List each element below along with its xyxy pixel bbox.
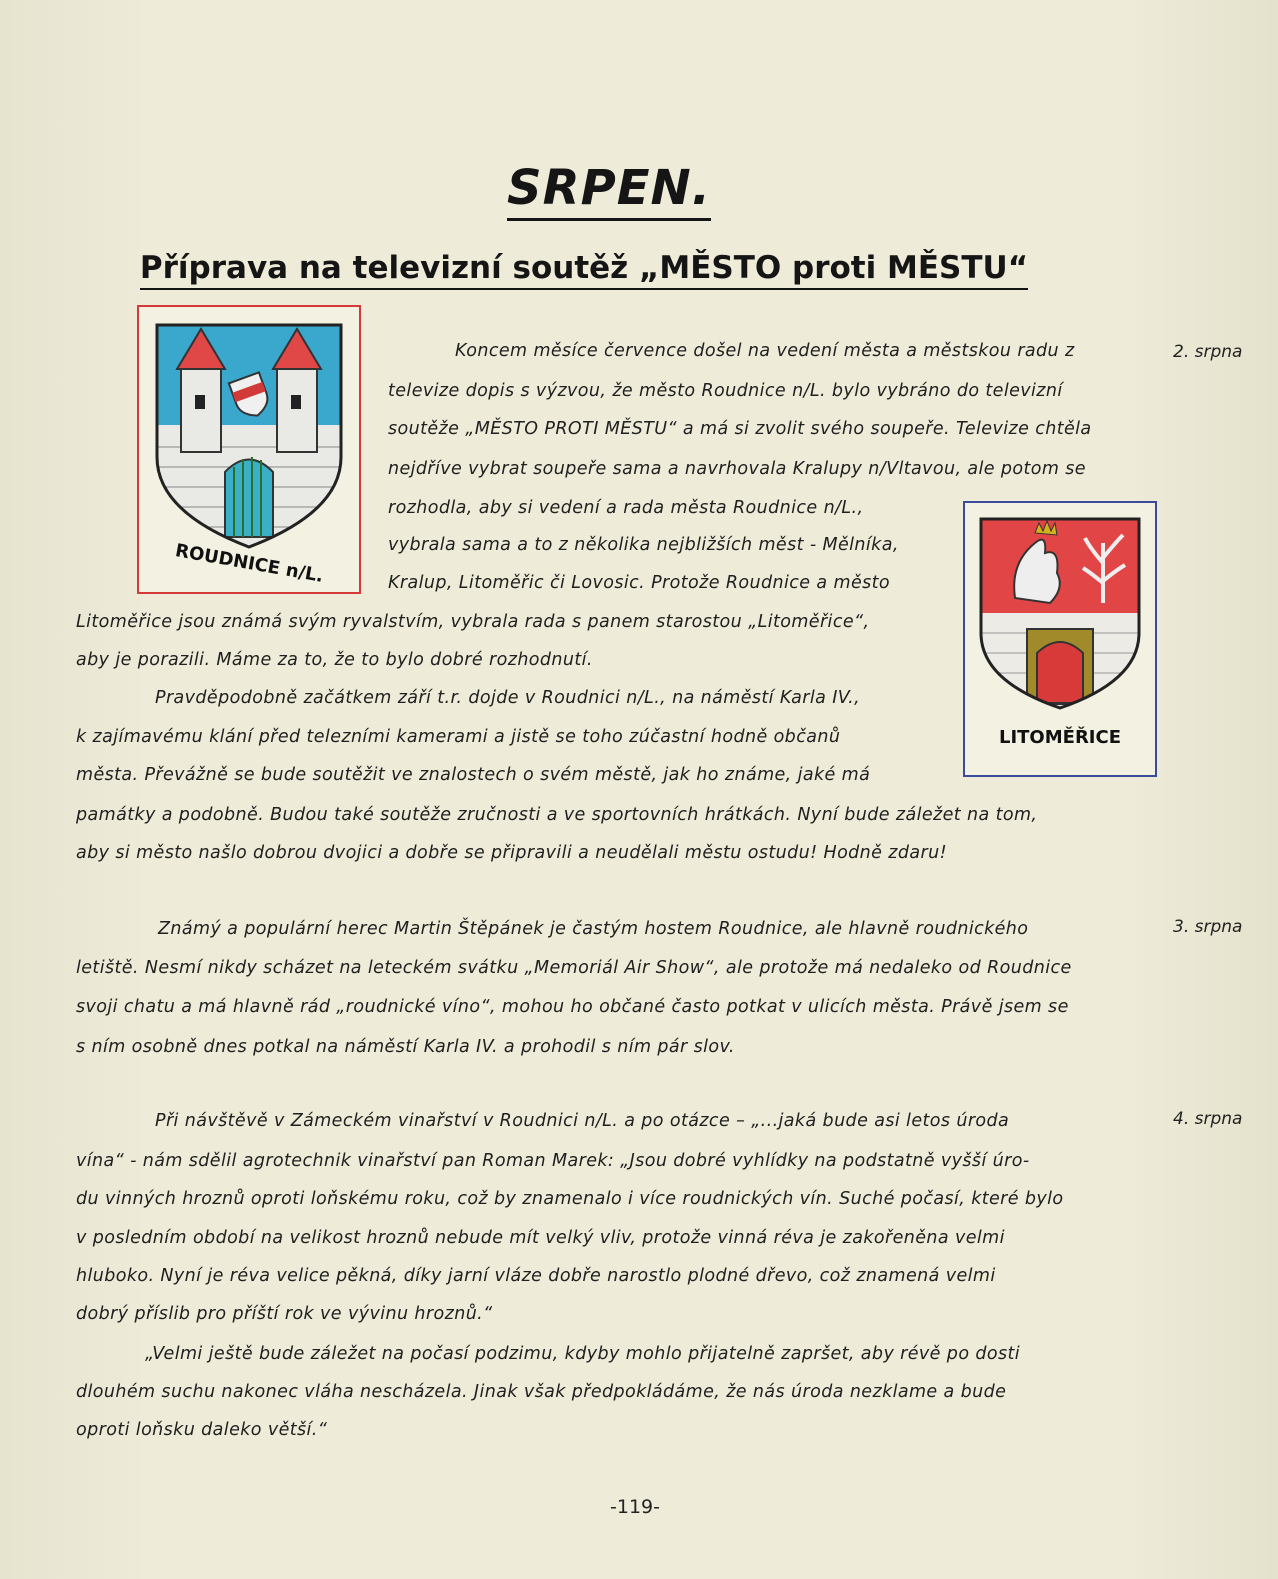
text-line: nejdříve vybrat soupeře sama a navrhovala Kralupy n/Vltavou, ale potom se [388, 459, 1086, 479]
roudnice-crest-label: ROUDNICE n/L. [173, 540, 325, 587]
page-heading: Příprava na televizní soutěž „MĚSTO proti MĚSTU“ [0, 250, 1168, 286]
text-line: Při návštěvě v Zámeckém vinařství v Roudnici n/L. a po otázce – „...jaká bude asi letos úroda [155, 1111, 1010, 1131]
month-title: SRPEN. [0, 160, 1218, 216]
margin-date: 4. srpna [1173, 1109, 1243, 1129]
margin-date: 2. srpna [1173, 342, 1243, 362]
text-line: Litoměřice jsou známá svým ryvalstvím, vybrala rada s panem starostou „Litoměřice“, [76, 612, 870, 632]
text-line: „Velmi ještě bude záležet na počasí podzimu, kdyby mohlo přijatelně zapršet, aby révě po dosti [145, 1344, 1021, 1364]
text-line: svoji chatu a má hlavně rád „roudnické víno“, mohou ho občané často potkat v ulicích města. Právě jsem se [76, 997, 1069, 1017]
text-line: vína“ - nám sdělil agrotechnik vinařství pan Roman Marek: „Jsou dobré vyhlídky na podstatně vyšší úro- [76, 1151, 1030, 1171]
text-line: k zajímavému klání před telezními kamerami a jistě se toho zúčastní hodně občanů [76, 727, 841, 747]
margin-date: 3. srpna [1173, 917, 1243, 937]
page-number: -119- [610, 1496, 660, 1518]
text-line: Koncem měsíce července došel na vedení města a městskou radu z [455, 341, 1075, 361]
text-line: aby si město našlo dobrou dvojici a dobře se připravili a neudělali městu ostudu! Hodně zdaru! [76, 843, 948, 863]
text-line: vybrala sama a to z několika nejbližších měst - Mělníka, [388, 535, 899, 555]
text-line: soutěže „MĚSTO PROTI MĚSTU“ a má si zvolit svého soupeře. Televize chtěla [388, 419, 1092, 439]
text-line: aby je porazili. Máme za to, že to bylo dobré rozhodnutí. [76, 650, 593, 670]
litomerice-coat-of-arms [963, 501, 1157, 777]
litomerice-crest-icon [965, 503, 1155, 775]
roudnice-coat-of-arms [137, 305, 361, 594]
text-line: dobrý příslib pro příští rok ve vývinu hroznů.“ [76, 1304, 493, 1324]
text-line: dlouhém suchu nakonec vláha nescházela. Jinak však předpokládáme, že nás úroda nezklame a bude [76, 1382, 1007, 1402]
text-line: oproti loňsku daleko větší.“ [76, 1420, 328, 1440]
litomerice-crest-label: LITOMĚŘICE [998, 727, 1122, 748]
text-line: města. Převážně se bude soutěžit ve znalostech o svém městě, jak ho známe, jaké má [76, 765, 871, 785]
text-line: Známý a populární herec Martin Štěpánek je častým hostem Roudnice, ale hlavně roudnického [158, 919, 1029, 939]
text-line: v posledním období na velikost hroznů nebude mít velký vliv, protože vinná réva je zakořeněna velmi [76, 1228, 1005, 1248]
text-line: letiště. Nesmí nikdy scházet na leteckém svátku „Memoriál Air Show“, ale protože má nedaleko od Roudnice [76, 958, 1072, 978]
text-line: Pravděpodobně začátkem září t.r. dojde v Roudnici n/L., na náměstí Karla IV., [155, 688, 861, 708]
text-line: rozhodla, aby si vedení a rada města Roudnice n/L., [388, 498, 864, 518]
roudnice-crest-icon [139, 307, 359, 592]
text-line: památky a podobně. Budou také soutěže zručnosti a ve sportovních hrátkách. Nyní bude záležet na tom, [76, 805, 1038, 825]
text-line: televize dopis s výzvou, že město Roudnice n/L. bylo vybráno do televizní [388, 381, 1063, 401]
text-line: Kralup, Litoměřic či Lovosic. Protože Roudnice a město [388, 573, 891, 593]
text-line: s ním osobně dnes potkal na náměstí Karla IV. a prohodil s ním pár slov. [76, 1037, 735, 1057]
text-line: du vinných hroznů oproti loňskému roku, což by znamenalo i více roudnických vín. Suché počasí, které bylo [76, 1189, 1064, 1209]
text-line: hluboko. Nyní je réva velice pěkná, díky jarní vláze dobře narostlo plodné dřevo, což znamená velmi [76, 1266, 996, 1286]
